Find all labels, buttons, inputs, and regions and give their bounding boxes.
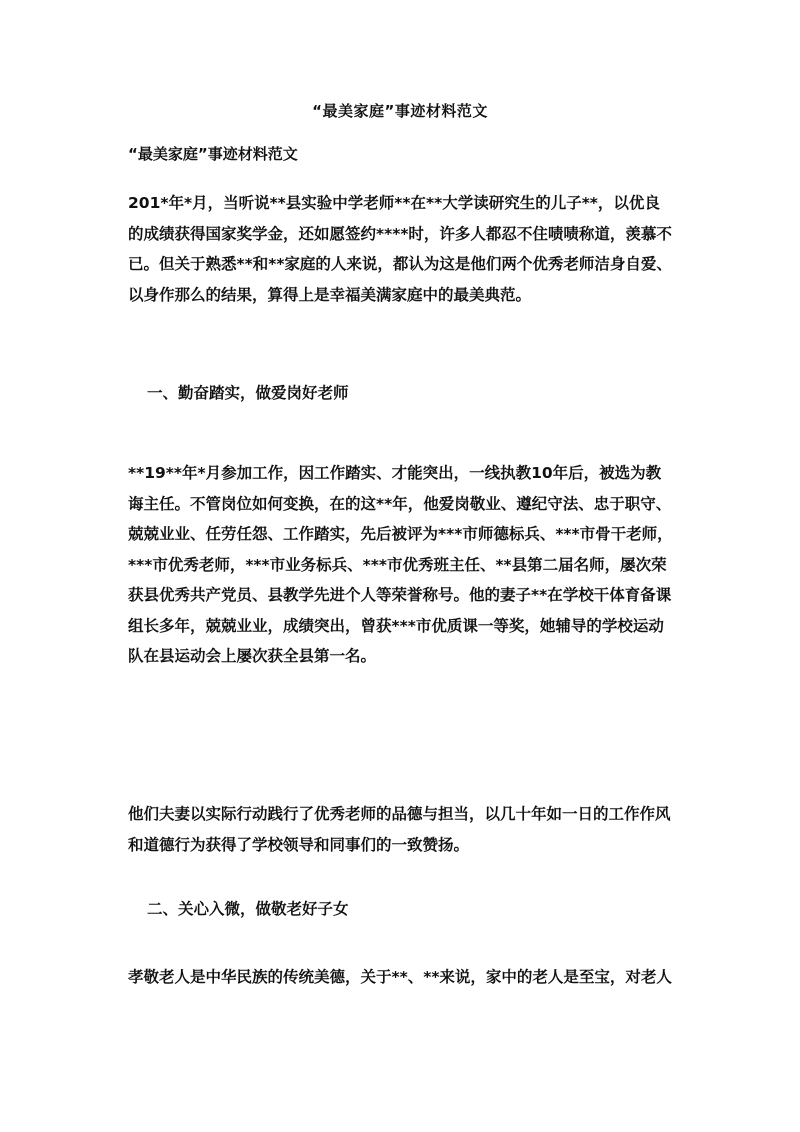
paragraph-intro: 201*年*月，当听说**县实验中学老师**在**大学读研究生的儿子**，以优良的成绩获得国家奖学金，还如愿签约****时，许多人都忍不住啧啧称道，羡慕不已。但关于熟悉**和**家庭的人来说，都认为这是他们两个优秀老师洁身自爱、以身作那么的结果，算得上是幸福美满家庭中的最美典范。 <box>128 194 672 304</box>
document-subtitle: “最美家庭”事迹材料范文 <box>128 145 298 163</box>
section-heading-1: 一、勤奋踏实，做爱岗好老师 <box>147 384 349 402</box>
document-title: “最美家庭”事迹材料范文 <box>312 102 488 120</box>
paragraph-work: **19**年*月参加工作，因工作踏实、才能突出，一线执教10年后，被选为教诲主任。不管岗位如何变换，在的这**年，他爱岗敬业、遵纪守法、忠于职守、兢兢业业、任劳任怨、工作踏实，先后被评为***市师德标兵、***市骨干老师，***市优秀老师，***市业务标兵、***市优秀班主任、**县第二届名师，屡次荣获县优秀共产党员、县教学先进个人等荣誉称号。他的妻子**在学校干体育备课组长多年，兢兢业业，成绩突出，曾获***市优质课一等奖，她辅导的学校运动队在县运动会上屡次获全县第一名。 <box>128 464 673 665</box>
paragraph-couple: 他们夫妻以实际行动践行了优秀老师的品德与担当，以几十年如一日的工作作风和道德行为获得了学校领导和同事们的一致赞扬。 <box>128 805 671 854</box>
section-heading-2: 二、关心入微，做敬老好子女 <box>147 900 349 918</box>
paragraph-filial: 孝敬老人是中华民族的传统美德，关于**、**来说，家中的老人是至宝，对老人 <box>128 968 672 986</box>
